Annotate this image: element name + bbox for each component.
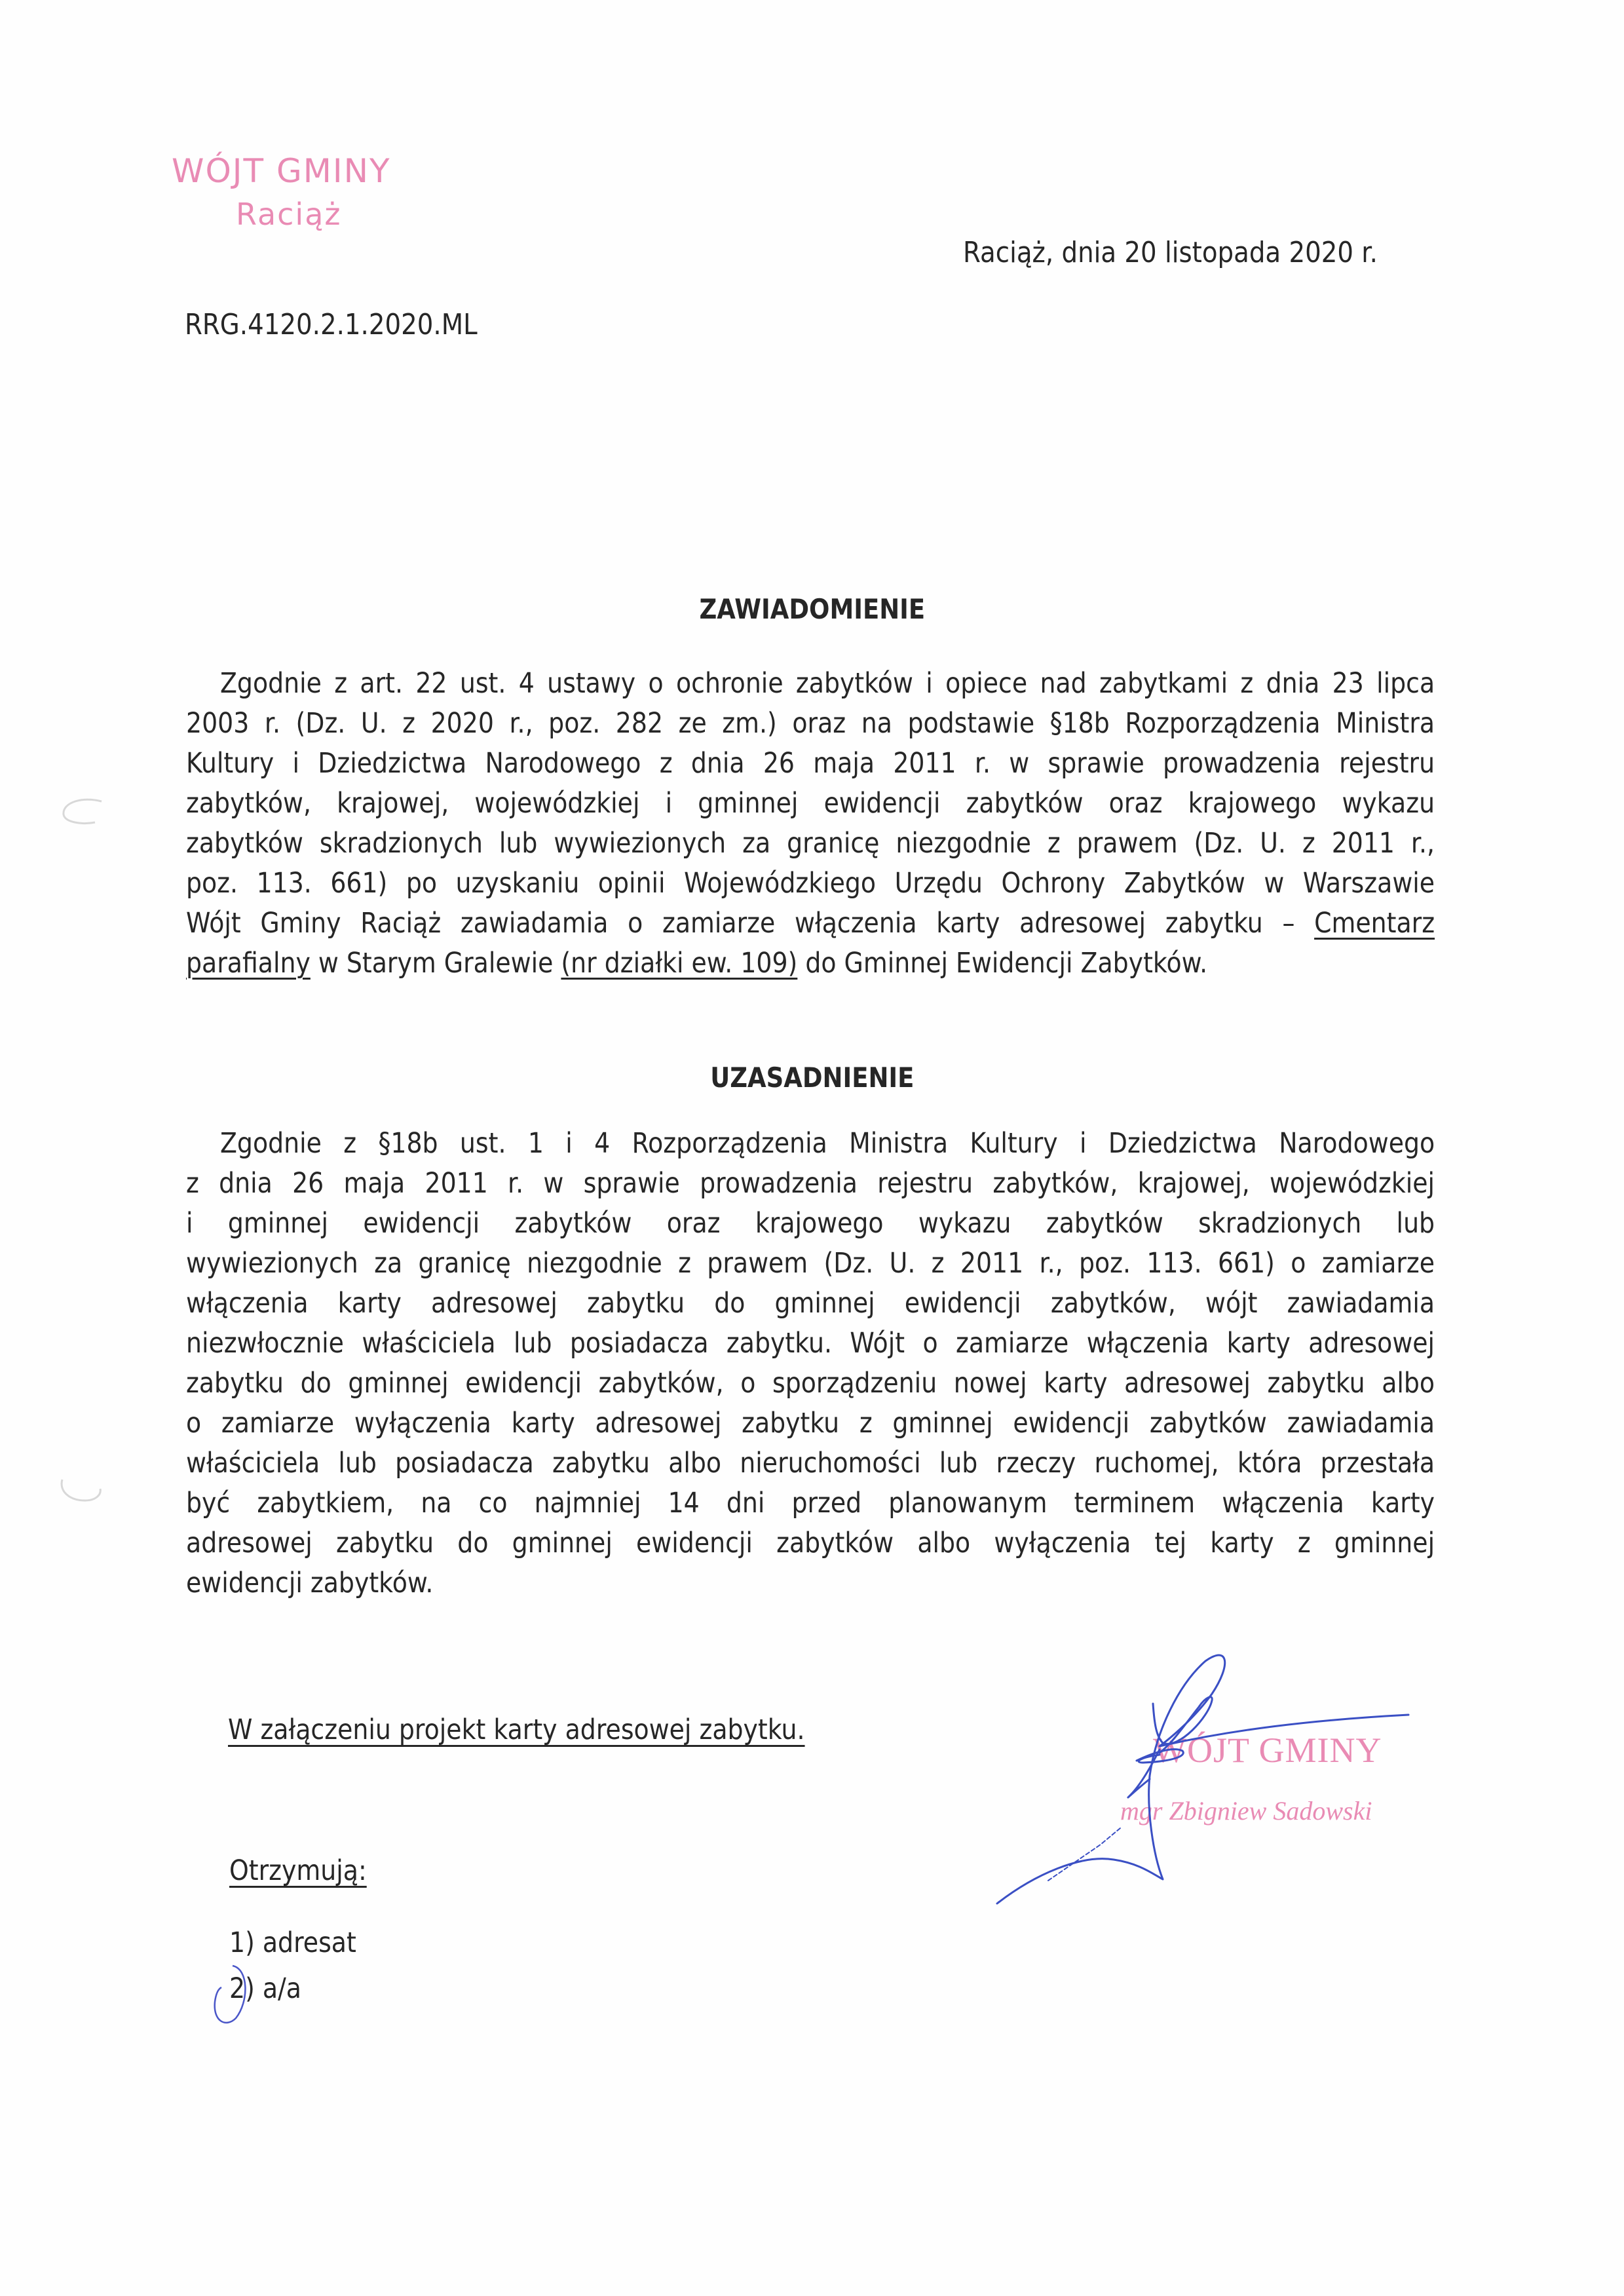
office-stamp-title: WÓJT GMINY [172, 152, 391, 190]
text-line: zabytków skradzionych lub wywiezionych za granicę niezgodnie z prawem (Dz. U. z 2011 r., [186, 827, 1435, 860]
text-line: ewidencji zabytków. [186, 1567, 434, 1599]
text-line: właściciela lub posiadacza zabytku albo nieruchomości lub rzeczy ruchomej, która przestała [186, 1447, 1435, 1480]
handwritten-circle-mark [210, 1962, 255, 2028]
text-line: zabytków, krajowej, wojewódzkiej i gminnej ewidencji zabytków oraz krajowego wykazu [186, 787, 1435, 820]
text-line: Zgodnie z art. 22 ust. 4 ustawy o ochronie zabytków i opiece nad zabytkami z dnia 23 lipca [220, 667, 1435, 700]
text-line [186, 907, 1435, 946]
office-stamp-place: Raciąż [236, 197, 342, 232]
text-line: wywiezionych za granicę niezgodnie z prawem (Dz. U. z 2011 r., poz. 113. 661) o zamiarze [186, 1247, 1435, 1280]
text-fragment: Wójt Gminy Raciąż zawiadamia o zamiarze włączenia karty adresowej zabytku – [186, 907, 1315, 940]
text-line: z dnia 26 maja 2011 r. w sprawie prowadzenia rejestru zabytków, krajowej, wojewódzkiej [186, 1167, 1435, 1200]
text-line: 2003 r. (Dz. U. z 2020 r., poz. 282 ze zm.) oraz na podstawie §18b Rozporządzenia Ministra [186, 707, 1435, 740]
notice-heading-text: ZAWIADOMIENIE [699, 593, 925, 625]
text-fragment: w Starym Gralewie [310, 947, 561, 980]
signature-stamp-name: mgr Zbigniew Sadowski [1120, 1796, 1372, 1826]
text-line: włączenia karty adresowej zabytku do gminnej ewidencji zabytków, wójt zawiadamia [186, 1287, 1435, 1320]
text-line: i gminnej ewidencji zabytków oraz krajowego wykazu zabytków skradzionych lub [186, 1207, 1435, 1240]
text-line: być zabytkiem, na co najmniej 14 dni przed planowanym terminem włączenia karty [186, 1487, 1435, 1520]
monument-name-underlined-cont: parafialny [186, 947, 311, 980]
text-fragment: do Gminnej Ewidencji Zabytków. [797, 947, 1208, 980]
text-line [186, 947, 1435, 986]
punch-hole-mark-top [56, 796, 108, 829]
monument-name-underlined: Cmentarz [1314, 907, 1435, 940]
text-line: adresowej zabytku do gminnej ewidencji zabytków albo wyłączenia tej karty z gminnej [186, 1527, 1435, 1559]
text-line: Kultury i Dziedzictwa Narodowego z dnia 26 maja 2011 r. w sprawie prowadzenia rejestru [186, 747, 1435, 780]
justification-heading-text: UZASADNIENIE [709, 1062, 915, 1094]
recipient-item: 2) a/a [229, 1972, 301, 2005]
handwritten-signature [983, 1638, 1474, 1940]
reference-number: RRG.4120.2.1.2020.ML [185, 308, 478, 341]
signature-stamp-title: WÓJT GMINY [1153, 1731, 1382, 1770]
text-line: Zgodnie z §18b ust. 1 i 4 Rozporządzenia Ministra Kultury i Dziedzictwa Narodowego [220, 1127, 1435, 1160]
parcel-number-underlined: (nr działki ew. 109) [561, 947, 798, 980]
attachment-note: W załączeniu projekt karty adresowej zabytku. [228, 1713, 805, 1746]
text-line: o zamiarze wyłączenia karty adresowej zabytku z gminnej ewidencji zabytków zawiadamia [186, 1407, 1435, 1440]
text-line: niezwłocznie właściciela lub posiadacza zabytku. Wójt o zamiarze włączenia karty adresowej [186, 1327, 1435, 1360]
notice-heading [0, 593, 1624, 625]
text-line: poz. 113. 661) po uzyskaniu opinii Wojewódzkiego Urzędu Ochrony Zabytków w Warszawie [186, 867, 1435, 900]
justification-heading [0, 1062, 1624, 1094]
recipient-item: 1) adresat [229, 1926, 356, 1959]
place-and-date: Raciąż, dnia 20 listopada 2020 r. [963, 236, 1378, 269]
recipients-label: Otrzymują: [229, 1854, 367, 1887]
text-line: zabytku do gminnej ewidencji zabytków, o sporządzeniu nowej karty adresowej zabytku albo [186, 1367, 1435, 1400]
punch-hole-mark-bottom [56, 1474, 108, 1507]
